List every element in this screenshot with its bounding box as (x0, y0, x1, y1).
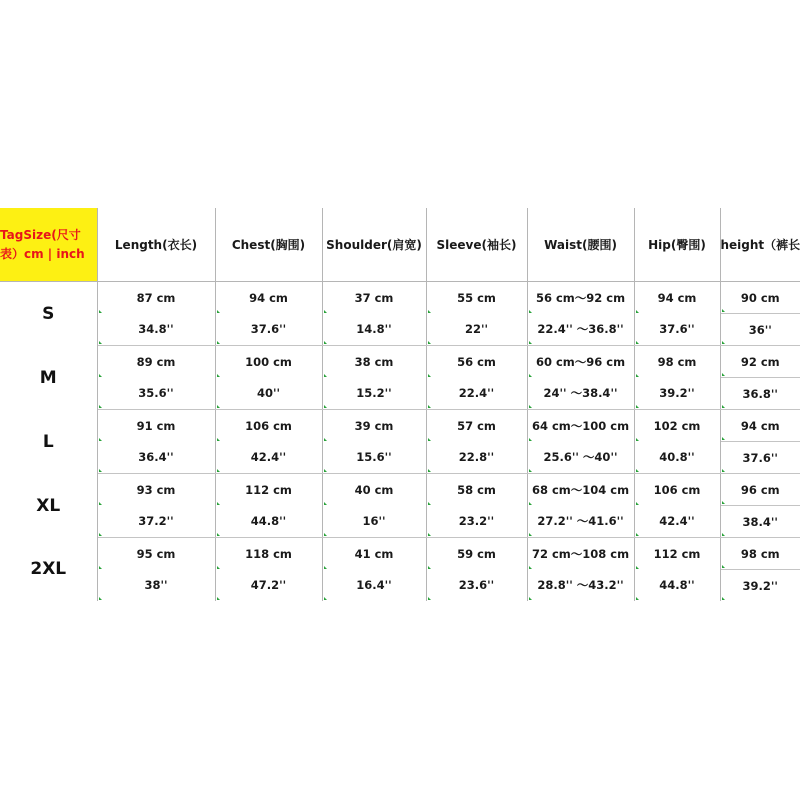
cell-marker-icon (217, 533, 220, 536)
cell-marker-icon (722, 533, 725, 536)
cell-waist-cm: 60 cm～96 cm (527, 346, 634, 378)
cell-marker-icon (99, 310, 102, 313)
cell-hip-inch: 42.4'' (634, 506, 720, 538)
tagsize-header (0, 208, 97, 282)
cell-marker-icon (529, 341, 532, 344)
cell-marker-icon (324, 405, 327, 408)
cell-waist-inch: 24'' ～38.4'' (527, 378, 634, 410)
cell-marker-icon (428, 566, 431, 569)
cell-length-inch: 37.2'' (97, 506, 215, 538)
cell-marker-icon (428, 438, 431, 441)
table-row (0, 378, 800, 410)
table-row (0, 442, 800, 474)
cell-marker-icon (324, 438, 327, 441)
cell-sleeve-inch: 23.2'' (426, 506, 527, 538)
cell-marker-icon (636, 405, 639, 408)
cell-marker-icon (529, 438, 532, 441)
cell-length-cm: 95 cm (97, 538, 215, 570)
col-header-sleeve: Sleeve(袖长) (426, 208, 527, 282)
table-row (0, 570, 800, 602)
cell-marker-icon (99, 341, 102, 344)
cell-marker-icon (428, 469, 431, 472)
cell-marker-icon (636, 438, 639, 441)
cell-sleeve-cm: 59 cm (426, 538, 527, 570)
cell-waist-inch: 25.6'' ～40'' (527, 442, 634, 474)
cell-marker-icon (217, 374, 220, 377)
cell-chest-cm: 100 cm (215, 346, 322, 378)
col-header-hip: Hip(臀围) (634, 208, 720, 282)
col-header-length: Length(衣长) (97, 208, 215, 282)
cell-chest-cm: 94 cm (215, 282, 322, 314)
cell-height-inch: 38.4'' (720, 506, 800, 538)
cell-marker-icon (324, 374, 327, 377)
cell-marker-icon (722, 469, 725, 472)
cell-marker-icon (324, 597, 327, 600)
cell-shoulder-inch: 15.6'' (322, 442, 426, 474)
cell-chest-inch: 42.4'' (215, 442, 322, 474)
tagsize-line-2: 表）cm | inch (0, 246, 85, 261)
header-row (0, 208, 800, 282)
cell-marker-icon (217, 566, 220, 569)
cell-waist-inch: 28.8'' ～43.2'' (527, 570, 634, 602)
cell-marker-icon (529, 533, 532, 536)
cell-sleeve-inch: 22'' (426, 314, 527, 346)
cell-height-inch: 37.6'' (720, 442, 800, 474)
cell-height-cm: 94 cm (720, 410, 800, 442)
cell-marker-icon (99, 533, 102, 536)
cell-marker-icon (324, 533, 327, 536)
cell-marker-icon (636, 566, 639, 569)
cell-sleeve-cm: 56 cm (426, 346, 527, 378)
size-chart-table (0, 208, 800, 601)
cell-marker-icon (324, 502, 327, 505)
cell-marker-icon (636, 310, 639, 313)
cell-height-cm: 90 cm (720, 282, 800, 314)
cell-marker-icon (722, 341, 725, 344)
cell-marker-icon (428, 533, 431, 536)
cell-shoulder-inch: 16.4'' (322, 570, 426, 602)
cell-marker-icon (722, 309, 725, 312)
cell-marker-icon (529, 566, 532, 569)
cell-marker-icon (428, 597, 431, 600)
cell-hip-cm: 94 cm (634, 282, 720, 314)
cell-marker-icon (217, 502, 220, 505)
cell-shoulder-inch: 15.2'' (322, 378, 426, 410)
cell-marker-icon (324, 566, 327, 569)
cell-marker-icon (722, 565, 725, 568)
cell-length-cm: 89 cm (97, 346, 215, 378)
cell-marker-icon (217, 438, 220, 441)
size-label: S (0, 282, 97, 346)
table-row (0, 282, 800, 314)
cell-length-inch: 38'' (97, 570, 215, 602)
cell-sleeve-cm: 55 cm (426, 282, 527, 314)
cell-hip-inch: 40.8'' (634, 442, 720, 474)
table-row (0, 410, 800, 442)
col-header-waist: Waist(腰围) (527, 208, 634, 282)
table-row (0, 346, 800, 378)
cell-marker-icon (99, 405, 102, 408)
cell-marker-icon (99, 597, 102, 600)
cell-marker-icon (428, 405, 431, 408)
cell-height-cm: 98 cm (720, 538, 800, 570)
cell-chest-cm: 112 cm (215, 474, 322, 506)
cell-marker-icon (217, 310, 220, 313)
cell-sleeve-cm: 58 cm (426, 474, 527, 506)
cell-marker-icon (217, 597, 220, 600)
cell-height-cm: 92 cm (720, 346, 800, 378)
cell-marker-icon (428, 502, 431, 505)
cell-marker-icon (636, 502, 639, 505)
cell-marker-icon (99, 374, 102, 377)
cell-marker-icon (636, 341, 639, 344)
cell-sleeve-inch: 23.6'' (426, 570, 527, 602)
col-header-shoulder: Shoulder(肩宽) (322, 208, 426, 282)
cell-chest-inch: 44.8'' (215, 506, 322, 538)
cell-shoulder-cm: 39 cm (322, 410, 426, 442)
cell-marker-icon (324, 341, 327, 344)
cell-length-cm: 91 cm (97, 410, 215, 442)
cell-marker-icon (99, 438, 102, 441)
cell-shoulder-cm: 37 cm (322, 282, 426, 314)
table-row (0, 506, 800, 538)
cell-marker-icon (636, 533, 639, 536)
cell-length-inch: 35.6'' (97, 378, 215, 410)
cell-hip-cm: 112 cm (634, 538, 720, 570)
cell-hip-inch: 44.8'' (634, 570, 720, 602)
cell-marker-icon (529, 502, 532, 505)
size-label: M (0, 346, 97, 410)
table-row (0, 538, 800, 570)
size-label: 2XL (0, 538, 97, 602)
cell-marker-icon (324, 469, 327, 472)
cell-marker-icon (529, 374, 532, 377)
table-row (0, 474, 800, 506)
cell-chest-cm: 106 cm (215, 410, 322, 442)
cell-hip-cm: 102 cm (634, 410, 720, 442)
cell-marker-icon (428, 310, 431, 313)
col-header-chest: Chest(胸围) (215, 208, 322, 282)
cell-height-inch: 36.8'' (720, 378, 800, 410)
cell-shoulder-inch: 14.8'' (322, 314, 426, 346)
cell-marker-icon (324, 310, 327, 313)
cell-marker-icon (722, 597, 725, 600)
cell-sleeve-cm: 57 cm (426, 410, 527, 442)
cell-hip-cm: 106 cm (634, 474, 720, 506)
cell-shoulder-cm: 40 cm (322, 474, 426, 506)
cell-chest-cm: 118 cm (215, 538, 322, 570)
cell-chest-inch: 40'' (215, 378, 322, 410)
cell-waist-cm: 64 cm～100 cm (527, 410, 634, 442)
cell-marker-icon (99, 566, 102, 569)
cell-sleeve-inch: 22.4'' (426, 378, 527, 410)
cell-height-cm: 96 cm (720, 474, 800, 506)
cell-marker-icon (722, 373, 725, 376)
cell-marker-icon (722, 501, 725, 504)
cell-chest-inch: 37.6'' (215, 314, 322, 346)
cell-marker-icon (722, 437, 725, 440)
cell-length-cm: 93 cm (97, 474, 215, 506)
cell-waist-inch: 27.2'' ～41.6'' (527, 506, 634, 538)
cell-marker-icon (217, 341, 220, 344)
cell-marker-icon (99, 469, 102, 472)
cell-waist-cm: 56 cm～92 cm (527, 282, 634, 314)
cell-marker-icon (636, 374, 639, 377)
cell-sleeve-inch: 22.8'' (426, 442, 527, 474)
cell-marker-icon (428, 374, 431, 377)
cell-length-inch: 36.4'' (97, 442, 215, 474)
cell-shoulder-cm: 41 cm (322, 538, 426, 570)
cell-chest-inch: 47.2'' (215, 570, 322, 602)
cell-height-inch: 36'' (720, 314, 800, 346)
cell-marker-icon (99, 502, 102, 505)
cell-marker-icon (636, 597, 639, 600)
size-label: L (0, 410, 97, 474)
size-label: XL (0, 474, 97, 538)
cell-marker-icon (722, 405, 725, 408)
cell-marker-icon (428, 341, 431, 344)
cell-length-inch: 34.8'' (97, 314, 215, 346)
cell-marker-icon (217, 469, 220, 472)
cell-height-inch: 39.2'' (720, 570, 800, 602)
cell-marker-icon (529, 597, 532, 600)
cell-marker-icon (217, 405, 220, 408)
tagsize-line-1: TagSize(尺寸 (0, 227, 81, 242)
table-row (0, 314, 800, 346)
cell-marker-icon (529, 405, 532, 408)
cell-shoulder-cm: 38 cm (322, 346, 426, 378)
cell-marker-icon (529, 310, 532, 313)
cell-shoulder-inch: 16'' (322, 506, 426, 538)
cell-hip-inch: 39.2'' (634, 378, 720, 410)
cell-waist-cm: 72 cm～108 cm (527, 538, 634, 570)
cell-hip-inch: 37.6'' (634, 314, 720, 346)
cell-hip-cm: 98 cm (634, 346, 720, 378)
col-header-height: height（裤长 (720, 208, 800, 282)
cell-marker-icon (529, 469, 532, 472)
cell-length-cm: 87 cm (97, 282, 215, 314)
cell-marker-icon (636, 469, 639, 472)
cell-waist-cm: 68 cm～104 cm (527, 474, 634, 506)
cell-waist-inch: 22.4'' ～36.8'' (527, 314, 634, 346)
